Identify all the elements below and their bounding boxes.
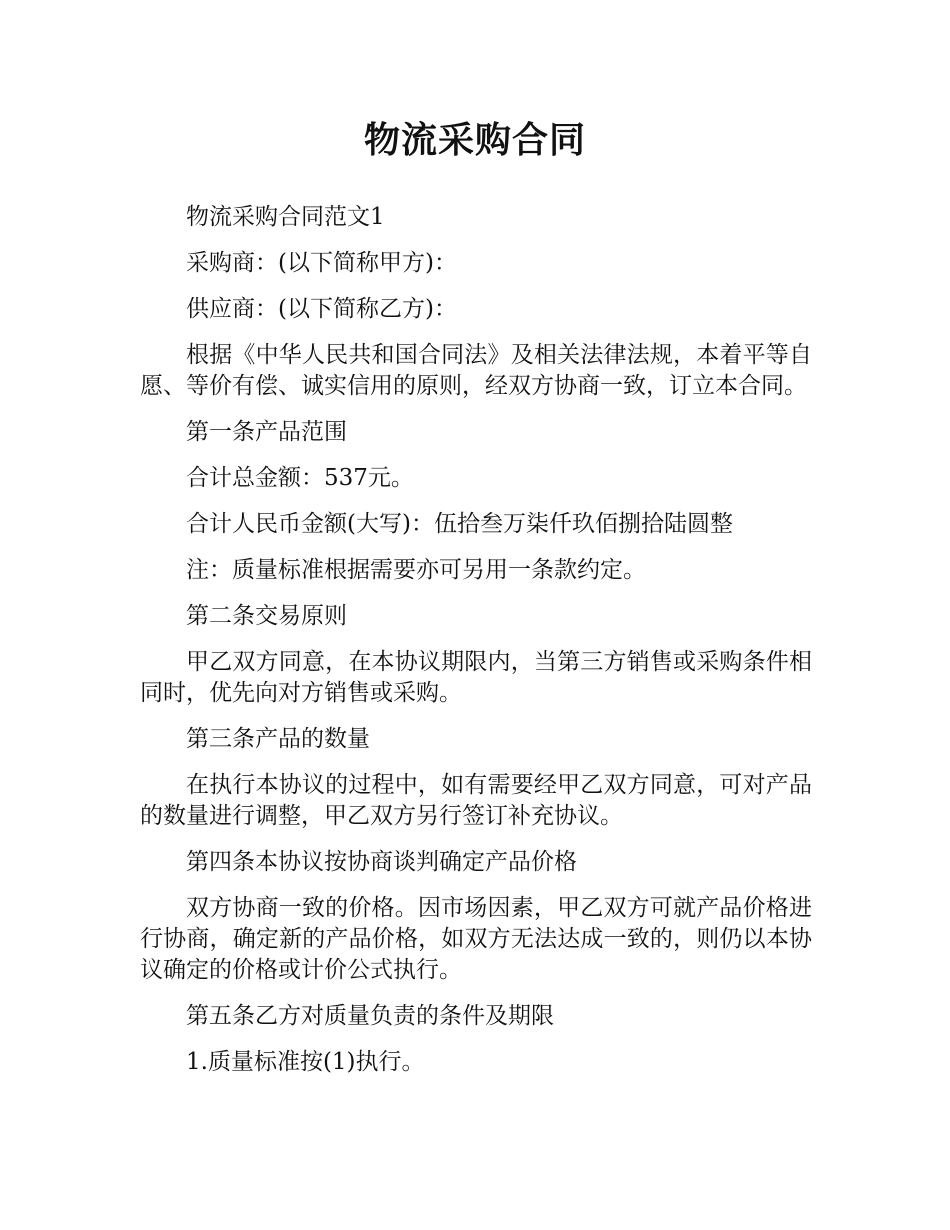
paragraph-clause-4-text: 双方协商一致的价格。因市场因素，甲乙双方可就产品价格进行协商，确定新的产品价格，如双方无法达成一致的，则仍以本协议确定的价格或计价公式执行。 — [140, 895, 812, 983]
clause-1-heading: 第一条产品范围 — [186, 419, 347, 445]
paragraph-sample-label: 物流采购合同范文1 — [186, 204, 385, 230]
paragraph-total-rmb-words: 合计人民币金额(大写)：伍拾叁万柒仟玖佰捌拾陆圆整 — [186, 511, 733, 537]
clause-2-heading: 第二条交易原则 — [186, 603, 347, 629]
clause-5-heading: 第五条乙方对质量负责的条件及期限 — [186, 1003, 554, 1029]
paragraph-preamble: 根据《中华人民共和国合同法》及相关法律法规，本着平等自愿、等价有偿、诚实信用的原则，经双方协商一致，订立本合同。 — [140, 342, 812, 399]
document-title: 物流采购合同 — [363, 120, 586, 161]
paragraph-clause-3-text: 在执行本协议的过程中，如有需要经甲乙双方同意，可对产品的数量进行调整，甲乙双方另行签订补充协议。 — [140, 772, 812, 829]
paragraph-supplier: 供应商：(以下简称乙方)： — [186, 296, 457, 322]
paragraph-buyer: 采购商：(以下简称甲方)： — [186, 250, 457, 276]
document-body — [140, 202, 812, 1093]
clause-4-heading: 第四条本协议按协商谈判确定产品价格 — [186, 849, 577, 875]
clause-3-heading: 第三条产品的数量 — [186, 726, 370, 752]
paragraph-note: 注：质量标准根据需要亦可另用一条款约定。 — [186, 557, 646, 583]
paragraph-clause-5-item-1: 1.质量标准按(1)执行。 — [186, 1049, 425, 1075]
paragraph-total-amount: 合计总金额：537元。 — [186, 465, 414, 491]
paragraph-clause-2-text: 甲乙双方同意，在本协议期限内，当第三方销售或采购条件相同时，优先向对方销售或采购。 — [140, 649, 812, 706]
